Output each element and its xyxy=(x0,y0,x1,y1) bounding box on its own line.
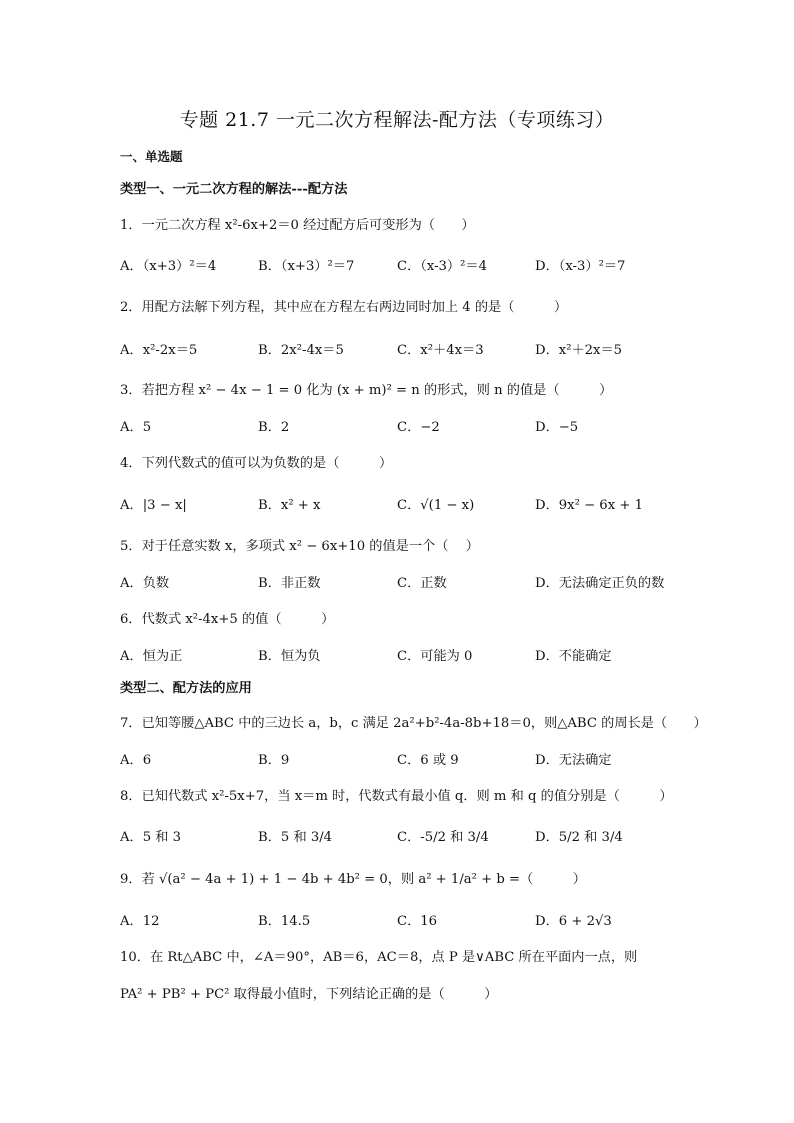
question-8: 8．已知代数式 x²-5x+7，当 x＝m 时，代数式有最小值 q．则 m 和 q 的值分别是（ ） xyxy=(120,789,673,804)
type-one-heading: 类型一、一元二次方程的解法---配方法 xyxy=(120,182,348,197)
question-10: 10．在 Rt△ABC 中，∠A＝90°，AB＝6，AC＝8，点 P 是∨ABC 所在平面内一点，则 xyxy=(120,950,638,965)
q1-option-d[interactable]: D．（x-3）²＝7 xyxy=(535,259,626,274)
q1-option-a[interactable]: A．（x+3）²＝4 xyxy=(120,259,217,274)
document-title: 专题 21.7 一元二次方程解法-配方法（专项练习） xyxy=(179,109,615,131)
q3-option-b[interactable]: B．2 xyxy=(258,420,290,435)
q4-option-a[interactable]: A．|3 − x| xyxy=(120,498,187,513)
q4-option-b[interactable]: B．x² + x xyxy=(258,498,321,513)
q5-option-b[interactable]: B．非正数 xyxy=(258,576,321,591)
q6-option-b[interactable]: B．恒为负 xyxy=(258,649,321,664)
q6-option-d[interactable]: D．不能确定 xyxy=(535,649,612,664)
q1-option-c[interactable]: C．（x-3）²＝4 xyxy=(397,259,487,274)
q2-option-c[interactable]: C．x²＋4x＝3 xyxy=(397,343,484,358)
q3-option-c[interactable]: C．−2 xyxy=(397,420,440,435)
q2-option-b[interactable]: B．2x²-4x＝5 xyxy=(258,343,344,358)
q6-option-c[interactable]: C．可能为 0 xyxy=(397,649,473,664)
q9-option-d[interactable]: D．6 + 2√3 xyxy=(535,914,612,929)
q4-option-c[interactable]: C．√(1 − x) xyxy=(397,498,475,513)
question-9: 9．若 √(a² − 4a + 1) + 1 − 4b + 4b² = 0，则 a² + 1/a² + b =（ ） xyxy=(120,872,586,887)
q5-option-d[interactable]: D．无法确定正负的数 xyxy=(535,576,665,591)
q9-option-b[interactable]: B．14.5 xyxy=(258,914,311,929)
q2-option-d[interactable]: D．x²＋2x＝5 xyxy=(535,343,623,358)
q7-option-d[interactable]: D．无法确定 xyxy=(535,753,612,768)
q7-option-c[interactable]: C．6 或 9 xyxy=(397,753,459,768)
q8-option-d[interactable]: D．5/2 和 3/4 xyxy=(535,830,623,845)
question-5: 5．对于任意实数 x，多项式 x² − 6x+10 的值是一个（ ） xyxy=(120,539,479,554)
q7-option-b[interactable]: B．9 xyxy=(258,753,290,768)
question-7: 7．已知等腰△ABC 中的三边长 a，b，c 满足 2a²+b²-4a-8b+18＝0，则△ABC 的周长是（ ） xyxy=(120,716,707,731)
section-heading: 一、单选题 xyxy=(120,149,183,164)
type-two-heading: 类型二、配方法的应用 xyxy=(120,681,252,696)
q8-option-c[interactable]: C．-5/2 和 3/4 xyxy=(397,830,489,845)
q7-option-a[interactable]: A．6 xyxy=(120,753,152,768)
question-10-continued: PA² + PB² + PC² 取得最小值时，下列结论正确的是（ ） xyxy=(120,987,498,1002)
q3-option-d[interactable]: D．−5 xyxy=(535,420,579,435)
q6-option-a[interactable]: A．恒为正 xyxy=(120,649,183,664)
q1-option-b[interactable]: B．（x+3）²＝7 xyxy=(258,259,355,274)
question-2: 2．用配方法解下列方程，其中应在方程左右两边同时加上 4 的是（ ） xyxy=(120,300,568,315)
q9-option-c[interactable]: C．16 xyxy=(397,914,438,929)
q5-option-a[interactable]: A．负数 xyxy=(120,576,170,591)
q5-option-c[interactable]: C．正数 xyxy=(397,576,447,591)
question-6: 6．代数式 x²-4x+5 的值（ ） xyxy=(120,612,335,627)
q8-option-a[interactable]: A．5 和 3 xyxy=(120,830,182,845)
q3-option-a[interactable]: A．5 xyxy=(120,420,152,435)
question-3: 3．若把方程 x² − 4x − 1 = 0 化为 (x + m)² = n 的形式，则 n 的值是（ ） xyxy=(120,383,613,398)
question-4: 4．下列代数式的值可以为负数的是（ ） xyxy=(120,456,393,471)
question-1: 1．一元二次方程 x²-6x+2＝0 经过配方后可变形为（ ） xyxy=(120,218,475,233)
q9-option-a[interactable]: A．12 xyxy=(120,914,160,929)
q2-option-a[interactable]: A．x²-2x＝5 xyxy=(120,343,198,358)
q8-option-b[interactable]: B．5 和 3/4 xyxy=(258,830,333,845)
q4-option-d[interactable]: D．9x² − 6x + 1 xyxy=(535,498,643,513)
